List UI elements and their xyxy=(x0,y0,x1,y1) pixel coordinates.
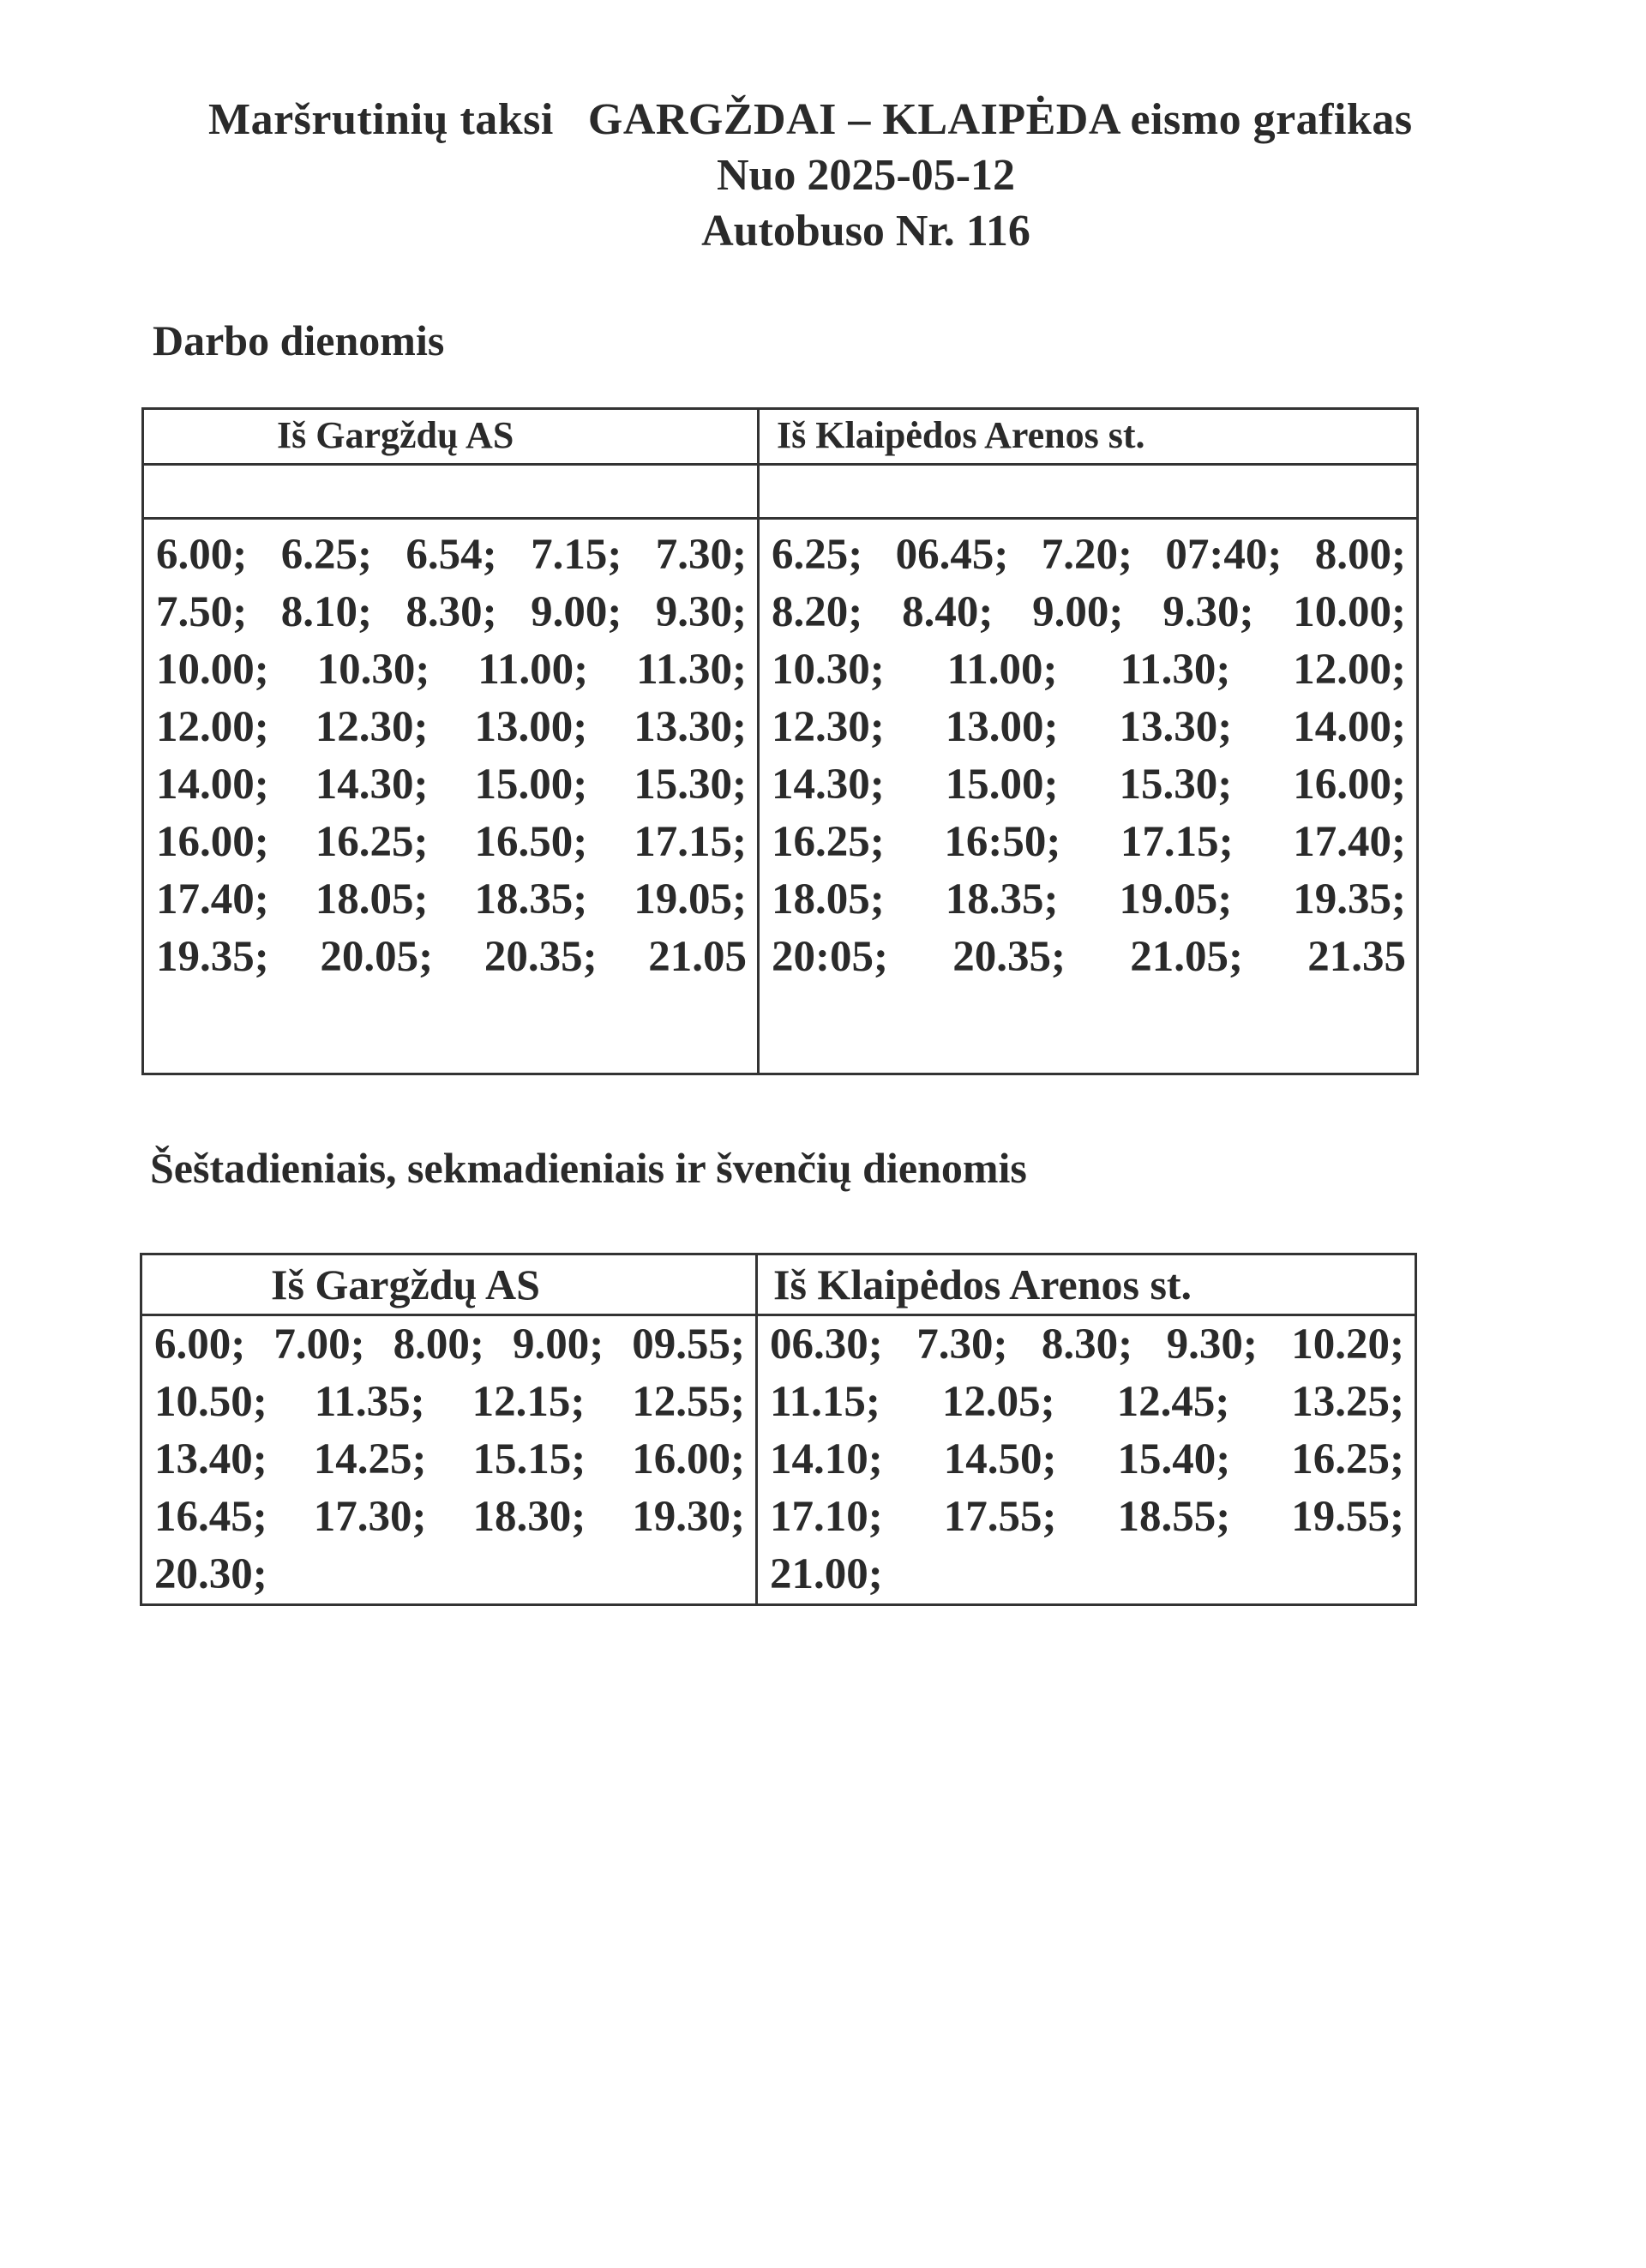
title-line xyxy=(208,94,1413,145)
departure-time: 17.15; xyxy=(1120,818,1234,866)
departure-time: 11.00; xyxy=(946,646,1058,694)
departure-time: 19.05; xyxy=(1119,875,1233,923)
time-row xyxy=(760,526,1416,584)
departure-time: 8.20; xyxy=(772,588,863,636)
departure-time: 8.00; xyxy=(393,1320,484,1369)
departure-time: 15.00; xyxy=(474,761,588,809)
time-row xyxy=(142,1374,755,1431)
departure-time: 16.25; xyxy=(315,818,429,866)
departure-time: 9.30; xyxy=(655,588,747,636)
time-row xyxy=(758,1316,1415,1374)
departure-time: 12.45; xyxy=(1116,1378,1230,1426)
departure-time: 17.40; xyxy=(156,875,269,923)
departure-time: 9.30; xyxy=(1162,588,1254,636)
departure-time: 21.00; xyxy=(770,1550,883,1598)
title-prefix: Maršrutinių taksi xyxy=(208,95,554,144)
weekdays-heading: Darbo dienomis xyxy=(153,316,445,364)
departure-time: 10.30; xyxy=(772,646,885,694)
departure-time: 14.00; xyxy=(156,761,269,809)
departure-time: 12.55; xyxy=(632,1378,745,1426)
time-row xyxy=(142,1316,755,1374)
valid-from-date: Nuo 2025-05-12 xyxy=(716,151,1016,200)
time-row xyxy=(144,814,757,871)
times-list xyxy=(758,1316,1415,1603)
departure-time: 12.00; xyxy=(156,703,269,751)
departure-time: 10.00; xyxy=(1293,588,1406,636)
departure-time: 20.35; xyxy=(484,933,598,981)
departure-time: 11.15; xyxy=(770,1378,880,1426)
departure-time: 14.25; xyxy=(313,1435,427,1483)
departure-time: 06.45; xyxy=(895,531,1009,579)
departure-time: 6.25; xyxy=(772,531,863,579)
departure-time: 9.00; xyxy=(1032,588,1124,636)
departure-time: 17.30; xyxy=(313,1493,427,1541)
empty-cell xyxy=(143,465,759,519)
times-list xyxy=(142,1316,755,1603)
weekdays-schedule-table xyxy=(141,407,1419,1075)
departure-time: 9.00; xyxy=(512,1320,604,1369)
departure-time: 18.05; xyxy=(315,875,429,923)
departure-time: 20.05; xyxy=(320,933,434,981)
departure-time: 17.40; xyxy=(1293,818,1406,866)
table-header-row xyxy=(141,1254,1416,1315)
departure-time: 13.00; xyxy=(945,703,1059,751)
from-gargzdai-header: Iš Gargždų AS xyxy=(141,1254,757,1315)
departure-time: 19.55; xyxy=(1291,1493,1404,1541)
time-row xyxy=(758,1431,1415,1489)
table-header-row xyxy=(143,409,1418,465)
time-row xyxy=(144,584,757,641)
departure-time: 18.35; xyxy=(474,875,588,923)
departure-time: 13.40; xyxy=(154,1435,267,1483)
weekdays-klaipeda-times xyxy=(759,519,1418,1074)
departure-time: 10.30; xyxy=(316,646,430,694)
departure-time: 16.25; xyxy=(772,818,885,866)
time-row xyxy=(144,871,757,929)
departure-time: 18.55; xyxy=(1117,1493,1231,1541)
departure-time: 17.10; xyxy=(770,1493,883,1541)
weekdays-gargzdai-times xyxy=(143,519,759,1074)
departure-time: 14.00; xyxy=(1293,703,1406,751)
time-row xyxy=(144,756,757,814)
departure-time: 21.05 xyxy=(648,933,747,981)
departure-time: 16.50; xyxy=(474,818,588,866)
departure-time: 15.30; xyxy=(634,761,747,809)
departure-time: 13.25; xyxy=(1291,1378,1404,1426)
departure-time: 7.00; xyxy=(273,1320,365,1369)
departure-time: 15.40; xyxy=(1117,1435,1231,1483)
departure-time: 07:40; xyxy=(1165,531,1283,579)
departure-time: 14.50; xyxy=(943,1435,1057,1483)
time-row xyxy=(142,1546,755,1603)
departure-time: 16.25; xyxy=(1291,1435,1404,1483)
departure-time: 16.45; xyxy=(154,1493,267,1541)
departure-time: 14.30; xyxy=(315,761,429,809)
time-row xyxy=(760,584,1416,641)
departure-time: 16.00; xyxy=(632,1435,745,1483)
departure-time: 20.35; xyxy=(952,933,1066,981)
table-row xyxy=(141,1315,1416,1605)
departure-time: 11.35; xyxy=(314,1378,425,1426)
departure-time: 14.10; xyxy=(770,1435,883,1483)
departure-time: 9.30; xyxy=(1166,1320,1258,1369)
departure-time: 7.15; xyxy=(531,531,622,579)
departure-time: 15.15; xyxy=(472,1435,586,1483)
departure-time: 11.30; xyxy=(636,646,747,694)
time-row xyxy=(760,871,1416,929)
time-row xyxy=(760,699,1416,756)
departure-time: 10.20; xyxy=(1291,1320,1404,1369)
departure-time: 11.30; xyxy=(1120,646,1231,694)
departure-time: 13.30; xyxy=(1119,703,1233,751)
departure-time: 16.00; xyxy=(1293,761,1406,809)
departure-time: 8.00; xyxy=(1314,531,1406,579)
departure-time: 18.30; xyxy=(472,1493,586,1541)
departure-time: 14.30; xyxy=(772,761,885,809)
time-row xyxy=(144,929,757,986)
time-row xyxy=(760,814,1416,871)
time-row xyxy=(144,641,757,699)
departure-time: 21.05; xyxy=(1130,933,1243,981)
departure-time: 11.00; xyxy=(478,646,589,694)
departure-time: 06.30; xyxy=(770,1320,883,1369)
departure-time: 16.00; xyxy=(156,818,269,866)
departure-time: 7.30; xyxy=(916,1320,1008,1369)
departure-time: 6.54; xyxy=(405,531,497,579)
departure-time: 09.55; xyxy=(632,1320,745,1369)
departure-time: 19.05; xyxy=(634,875,747,923)
weekend-gargzdai-times xyxy=(141,1315,757,1605)
time-row xyxy=(758,1546,1415,1603)
weekend-klaipeda-times xyxy=(757,1315,1416,1605)
departure-time: 17.15; xyxy=(634,818,747,866)
departure-time: 8.40; xyxy=(902,588,994,636)
departure-time: 8.30; xyxy=(1041,1320,1133,1369)
departure-time: 13.30; xyxy=(634,703,747,751)
time-row xyxy=(144,699,757,756)
time-row xyxy=(760,641,1416,699)
departure-time: 7.20; xyxy=(1041,531,1132,579)
departure-time: 21.35 xyxy=(1307,933,1406,981)
times-list xyxy=(760,520,1416,986)
weekend-schedule-table xyxy=(140,1253,1417,1606)
departure-time: 15.30; xyxy=(1119,761,1233,809)
from-klaipeda-header: Iš Klaipėdos Arenos st. xyxy=(759,409,1418,465)
departure-time: 16:50; xyxy=(944,818,1061,866)
departure-time: 10.00; xyxy=(156,646,269,694)
title-route: GARGŽDAI – KLAIPĖDA eismo grafikas xyxy=(587,95,1413,144)
departure-time: 7.50; xyxy=(156,588,248,636)
departure-time: 20:05; xyxy=(772,933,888,981)
time-row xyxy=(758,1374,1415,1431)
departure-time: 19.35; xyxy=(156,933,269,981)
departure-time: 8.30; xyxy=(405,588,497,636)
departure-time: 18.35; xyxy=(945,875,1059,923)
empty-row xyxy=(143,465,1418,519)
departure-time: 20.30; xyxy=(154,1550,267,1598)
departure-time: 9.00; xyxy=(531,588,622,636)
departure-time: 19.30; xyxy=(632,1493,745,1541)
time-row xyxy=(760,756,1416,814)
departure-time: 6.25; xyxy=(280,531,372,579)
time-row xyxy=(760,929,1416,986)
time-row xyxy=(144,526,757,584)
departure-time: 6.00; xyxy=(154,1320,246,1369)
empty-cell xyxy=(759,465,1418,519)
departure-time: 10.50; xyxy=(154,1378,267,1426)
time-row xyxy=(142,1489,755,1546)
departure-time: 15.00; xyxy=(945,761,1059,809)
departure-time: 12.30; xyxy=(315,703,429,751)
time-row xyxy=(758,1489,1415,1546)
from-gargzdai-header: Iš Gargždų AS xyxy=(143,409,759,465)
departure-time: 19.35; xyxy=(1293,875,1406,923)
departure-time: 12.05; xyxy=(941,1378,1055,1426)
time-row xyxy=(142,1431,755,1489)
bus-number: Autobuso Nr. 116 xyxy=(701,207,1030,256)
departure-time: 7.30; xyxy=(655,531,747,579)
departure-time: 8.10; xyxy=(280,588,372,636)
departure-time: 12.00; xyxy=(1293,646,1406,694)
departure-time: 13.00; xyxy=(474,703,588,751)
weekend-heading: Šeštadieniais, sekmadieniais ir švenčių dienomis xyxy=(150,1144,1027,1192)
from-klaipeda-header: Iš Klaipėdos Arenos st. xyxy=(757,1254,1416,1315)
times-list xyxy=(144,520,757,986)
departure-time: 12.15; xyxy=(472,1378,586,1426)
departure-time: 6.00; xyxy=(156,531,248,579)
departure-time: 17.55; xyxy=(943,1493,1057,1541)
table-row xyxy=(143,519,1418,1074)
departure-time: 18.05; xyxy=(772,875,885,923)
departure-time: 12.30; xyxy=(772,703,885,751)
